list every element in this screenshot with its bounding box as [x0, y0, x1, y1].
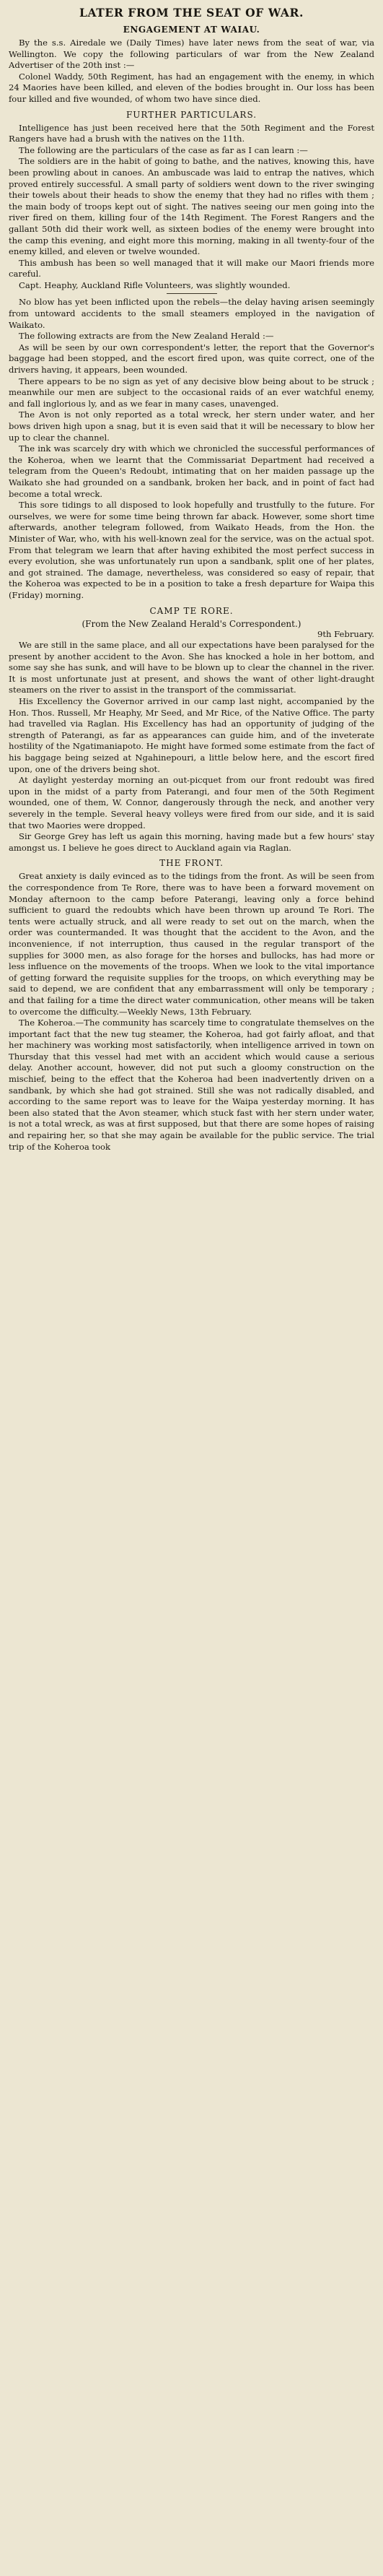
- paragraph: Intelligence has just been received here that the 50th Regiment and the Forest Rangers have had a brush with the natives on the 11th.: [9, 122, 374, 144]
- paragraph: There appears to be no sign as yet of any decisive blow being about to be struck ; meanwhile our men are subject to the occasional raids of an ever watchful enemy, and fall inglorious ly, and as we fear in many cases, unavenged.: [9, 376, 374, 409]
- newspaper-column: [0, 0, 383, 1153]
- paragraph: The soldiers are in the habit of going to bathe, and the natives, knowing this, have been prowling about in canoes. An ambuscade was laid to entrap the natives, which proved entirely successful. A small party of soldiers went down to the river swinging their towels about their heads to show the enemy that they had no rifles with them ; the main body of troops kept out of sight. The natives seeing our men going into the river fired on them, killing four of the 14th Regiment. The Forest Rangers and the gallant 50th did their work well, as sixteen bodies of the enemy were brought into the camp this evening, and eight more this morning, making in all twenty-four of the enemy killed, and eleven or twelve wounded.: [9, 156, 374, 257]
- paragraph: The ink was scarcely dry with which we chronicled the successful performances of the Koheroa, when we learnt that the Commissariat Department had received a telegram from the Queen's Redoubt, intimating that on her maiden passage up the Waikato she had grounded on a sandbank, broken her back, and in point of fact had become a total wreck.: [9, 443, 374, 499]
- paragraph: The Avon is not only reported as a total wreck, her stern under water, and her bows driven high upon a snag, but it is even said that it will be necessary to blow her up to clear the channel.: [9, 409, 374, 443]
- headline: LATER FROM THE SEAT OF WAR.: [79, 6, 304, 19]
- section-heading: ENGAGEMENT AT WAIAU.: [123, 25, 260, 35]
- paragraph: At daylight yesterday morning an out-picquet from our front redoubt was fired upon in the midst of a party from Paterangi, and four men of the 50th Regiment wounded, one of them, W. Connor, dangerously through the neck, and another very severely in the temple. Several heavy volleys were fired from our side, and it is said that two Maories were dropped.: [9, 775, 374, 831]
- paragraph: Colonel Waddy, 50th Regiment, has had an engagement with the enemy, in which 24 Maories have been killed, and eleven of the bodies brought in. Our loss has been four killed and five wounded, of whom two have since died.: [9, 71, 374, 104]
- divider: [167, 293, 217, 294]
- section-engagement: [9, 25, 374, 105]
- attribution: (From the New Zealand Herald's Correspondent.): [82, 618, 301, 629]
- paragraph: Capt. Heaphy, Auckland Rifle Volunteers, was slightly wounded.: [19, 279, 291, 290]
- paragraph: The following are the particulars of the case as far as I can learn :—: [19, 144, 308, 155]
- paragraph: This sore tidings to all disposed to look hopefully and trustfully to the future. For ourselves, we were for some time being thrown far aback. However, some short time afterwards, another telegram followed, from Waikato Heads, from the Hon. the Minister of War, who, with his well-known zeal for the service, was on the actual spot. From that telegram we learn that after having exhibited the most perfect success in every evolution, she was unfortunately run upon a sandbank, split one of her plates, and got strained. The damage, nevertheless, was considered so easy of repair, that the Koheroa was expected to be in a position to take a fresh departure for Waipa this (Friday) morning.: [9, 500, 374, 600]
- dateline: 9th February.: [317, 628, 374, 639]
- paragraph: We are still in the same place, and all our expectations have been paralysed for the present by another accident to the Avon. She has knocked a hole in her bottom, and some say she has sunk, and will have to be blown up to clear the channel in the river. It is most unfortunate just at present, and shows the want of other light-draught steamers on the river to assist in the transport of the commissariat.: [9, 640, 374, 695]
- section-camp-te-rore: [9, 606, 374, 854]
- paragraph: Sir George Grey has left us again this morning, having made but a few hours' stay amongst us. I believe he goes direct to Auckland again via Raglan.: [9, 831, 374, 853]
- section-heading: THE FRONT.: [159, 858, 224, 869]
- paragraph: This ambush has been so well managed that it will make our Maori friends more careful.: [9, 257, 374, 279]
- paragraph: By the s.s. Airedale we (Daily Times) have later news from the seat of war, via Wellington. We copy the following particulars of war from the New Zealand Advertiser of the 20th inst :—: [9, 38, 374, 71]
- section-heading: CAMP TE RORE.: [149, 605, 234, 616]
- section-the-front: [9, 858, 374, 1153]
- paragraph: As will be seen by our own correspondent's letter, the report that the Governor's baggage had been stopped, and the escort fired upon, was quite correct, one of the drivers having, it appears, been wounded.: [9, 342, 374, 376]
- paragraph: His Excellency the Governor arrived in our camp last night, accompanied by the Hon. Thos. Russell, Mr Heaphy, Mr Seed, and Mr Rice, of the Native Office. The party had travelled via Raglan. His Excellency has had an opportunity of judging of the strength of Paterangi, as far as appearances can guide him, and of the inveterate hostility of the Ngatimaniapoto. He might have formed some estimate from the fact of his baggage being seized at Ngahinepouri, a little below here, and the escort fired upon, one of the drivers being shot.: [9, 696, 374, 774]
- section-further-particulars: [9, 110, 374, 602]
- paragraph: Great anxiety is daily evinced as to the tidings from the front. As will be seen from the correspondence from Te Rore, there was to have been a forward movement on Monday afternoon to the camp before Paterangi, leaving only a force behind sufficient to guard the redoubts which have been thrown up around Te Rori. The tents were actually struck, and all were ready to set out on the march, when the order was countermanded. It was thought that the accident to the Avon, and the inconvenience, if not interruption, thus caused in the regular transport of the supplies for 3000 men, as also forage for the horses and bullocks, has had more or less influence on the movements of the troops. When we look to the vital importance of getting forward the requisite supplies for the troops, on which everything may be said to depend, we are confident that any embarrassment will only be temporary ; and that failing for a time the direct water communication, other means will be taken to overcome the difficulty.—Weekly News, 13th February.: [9, 871, 374, 1017]
- paragraph: The following extracts are from the New Zealand Herald :—: [19, 331, 274, 342]
- paragraph: The Koheroa.—The community has scarcely time to congratulate themselves on the important fact that the new tug steamer, the Koheroa, had got fairly afloat, and that her machinery was working most satisfactorily, when intelligence arrived in town on Thursday that this vessel had met with an accident which would cause a serious delay. Another account, however, did not put such a gloomy construction on the mischief, being to the effect that the Koheroa had been inadvertently driven on a sandbank, by which she had got strained. Still she was not radically disabled, and according to the same report was to leave for the Waipa yesterday morning. It has been also stated that the Avon steamer, which stuck fast with her stern under water, is not a total wreck, as was at first supposed, but that there are some hopes of raising and repairing her, so that she may again be available for the public service. The trial trip of the Koheroa took: [9, 1018, 374, 1152]
- section-heading: FURTHER PARTICULARS.: [126, 109, 257, 120]
- paragraph: No blow has yet been inflicted upon the rebels—the delay having arisen seemingly from untoward accidents to the small steamers employed in the navigation of Waikato.: [9, 297, 374, 330]
